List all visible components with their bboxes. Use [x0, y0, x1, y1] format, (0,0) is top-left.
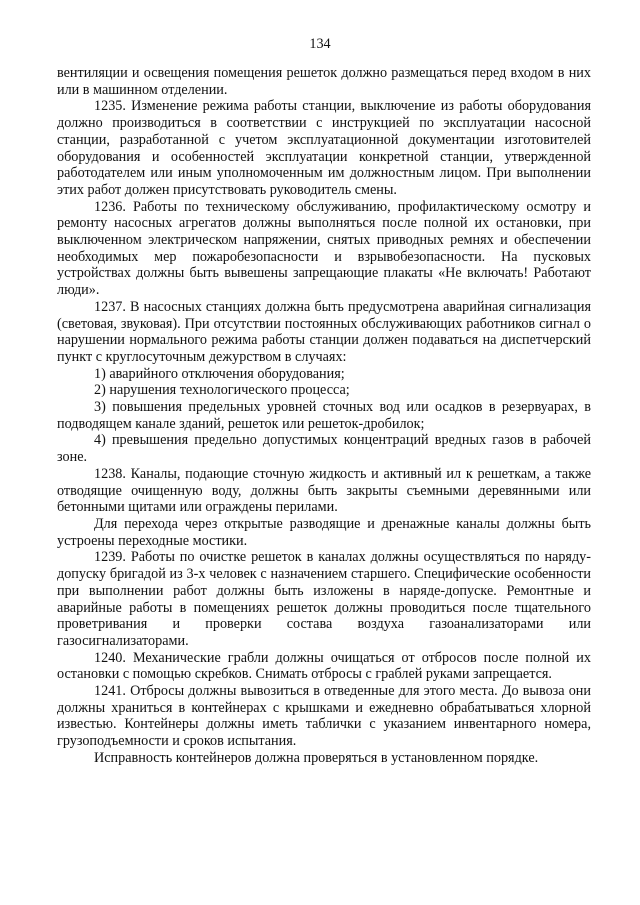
paragraph-1239: 1239. Работы по очистке решеток в каналах должны осуществляться по наряду-допуску бригадой из 3-х человек с назначением старшего. Специфические особенности при выполнении работ должны быть изложены в наряде-допуске. Ремонтные и аварийные работы в помещениях решеток должны проводиться после тщательного проветривания и проверки состава воздуха газоанализаторами или газосигнализаторами. [57, 549, 591, 649]
paragraph-containers: Исправность контейнеров должна проверяться в установленном порядке. [94, 749, 539, 766]
paragraph-continuation: вентиляции и освещения помещения решеток должно размещаться перед входом в них или в машинном отделении. [57, 65, 591, 98]
paragraph-1238: 1238. Каналы, подающие сточную жидкость и активный ил к решеткам, а также отводящие очищенную воду, должны быть закрыты съемными деревянными или бетонными щитами или ограждены перилами. [57, 465, 591, 516]
list-item-2: 2) нарушения технологического процесса; [94, 382, 350, 399]
list-item-1: 1) аварийного отключения оборудования; [94, 365, 345, 382]
paragraph-crossing: Для перехода через открытые разводящие и дренажные каналы должны быть устроены переходные мостики. [57, 515, 591, 549]
list-item-3: 3) повышения предельных уровней сточных вод или осадков в резервуарах, в подводящем канале зданий, решеток или решеток-дробилок; [57, 399, 591, 432]
paragraph-1241: 1241. Отбросы должны вывозиться в отведенные для этого места. До вывоза они должны храниться в контейнерах с крышками и ежедневно обрабатываться хлорной известью. Контейнеры должны иметь таблички с указанием инвентарного номера, грузоподъемности и сроков испытания. [57, 683, 591, 750]
paragraph-1235: 1235. Изменение режима работы станции, выключение из работы оборудования должно производиться в соответствии с инструкцией по эксплуатации насосной станции, разработанной с учетом эксплуатационной документации изготовителей оборудования и особенностей эксплуатации конкретной станции, утвержденной работодателем или иным уполномоченным им должностным лицом. При выполнении этих работ должен присутствовать руководитель смены. [57, 98, 591, 198]
paragraph-1240: 1240. Механические грабли должны очищаться от отбросов после полной их остановки с помощью скребков. Снимать отбросы с граблей руками запрещается. [57, 649, 591, 683]
paragraph-1237: 1237. В насосных станциях должна быть предусмотрена аварийная сигнализация (световая, звуковая). При отсутствии постоянных обслуживающих работников сигнал о нарушении нормального режима работы станции должен подаваться на диспетчерский пункт с круглосуточным дежурством в случаях: [57, 298, 591, 365]
document-body [57, 65, 591, 767]
list-item-4: 4) превышения предельно допустимых концентраций вредных газов в рабочей зоне. [57, 432, 591, 466]
paragraph-1236: 1236. Работы по техническому обслуживанию, профилактическому осмотру и ремонту насосных агрегатов должны выполняться после полной их остановки, при выключенном электрическом напряжении, снятых приводных ремнях и обеспечении необходимых мер пожаробезопасности и взрывобезопасности. На пусковых устройствах должны быть вывешены запрещающие плакаты «Не включать! Работают люди». [57, 198, 591, 299]
page-number: 134 [309, 36, 331, 52]
